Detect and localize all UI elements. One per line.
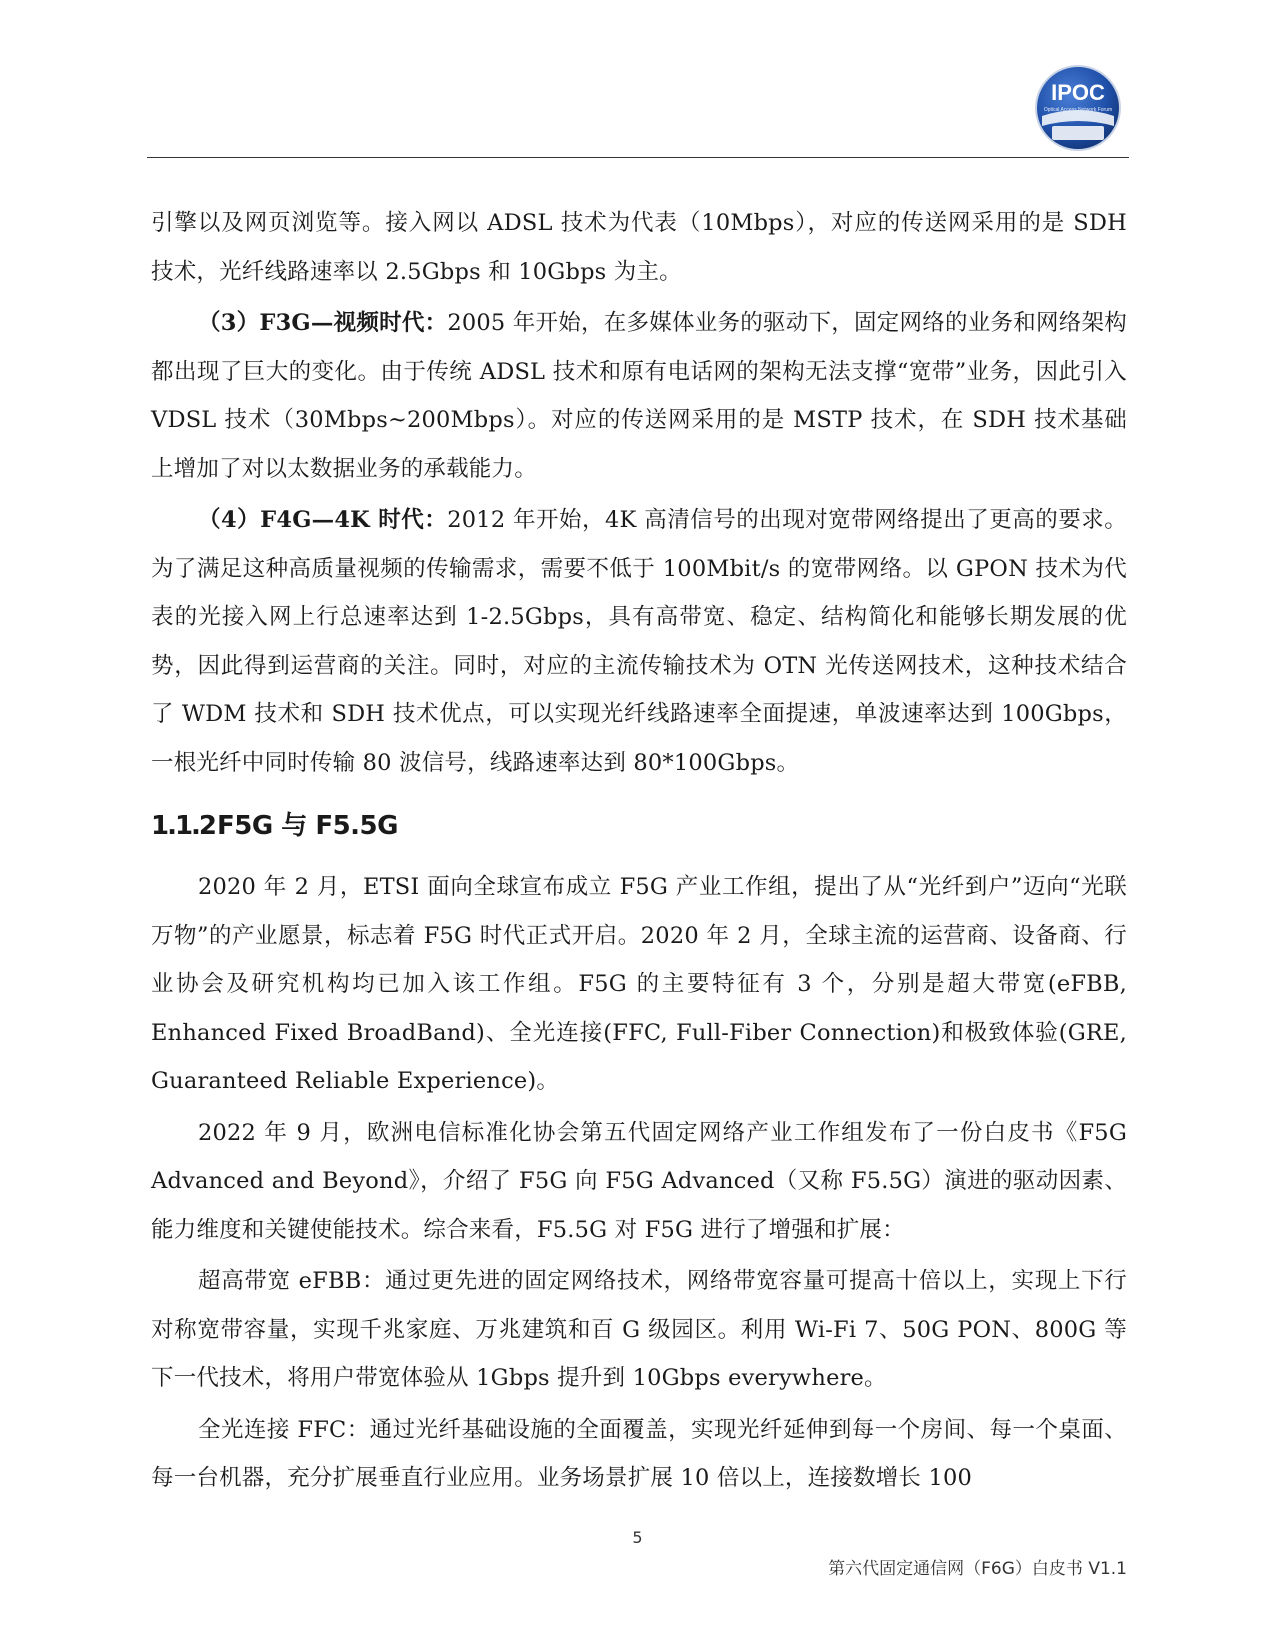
paragraph: 超高带宽 eFBB：通过更先进的固定网络技术，网络带宽容量可提高十倍以上，实现上下行对称宽带容量，实现千兆家庭、万兆建筑和百 G 级园区。利用 Wi-Fi 7、50G PON、800G 等下一代技术，将用户带宽体验从 1Gbps 提升到 10Gbps everywhere。 — [151, 1268, 1127, 1391]
paragraph: 引擎以及网页浏览等。接入网以 ADSL 技术为代表（10Mbps），对应的传送网采用的是 SDH 技术，光纤线路速率以 2.5Gbps 和 10Gbps 为主。 — [151, 210, 1127, 285]
page-body — [151, 199, 1127, 1506]
section-heading — [151, 809, 1127, 843]
paragraph-f3g — [151, 299, 1127, 493]
section-number: 1.1.2 — [151, 811, 216, 841]
footer-document-title: 第六代固定通信网（F6G）白皮书 V1.1 — [828, 1559, 1127, 1579]
section-title: F5G 与 F5.5G — [217, 811, 398, 841]
paragraph-lead: （3）F3G—视频时代： — [198, 310, 448, 336]
paragraph: 2020 年 2 月，ETSI 面向全球宣布成立 F5G 产业工作组，提出了从“光纤到户”迈向“光联万物”的产业愿景，标志着 F5G 时代正式开启。2020 年 2 月，全球主流的运营商、设备商、行业协会及研究机构均已加入该工作组。F5G 的主要特征有 3 个，分别是超大带宽(eFBB, Enhanced Fixed BroadBand)、全光连接(FFC, Full-Fiber Connection)和极致体验(GRE, Guaranteed Reliable Experience)。 — [151, 874, 1127, 1094]
ipoc-logo — [1034, 64, 1122, 152]
paragraph-text: 2012 年开始，4K 高清信号的出现对宽带网络提出了更高的要求。为了满足这种高质量视频的传输需求，需要不低于 100Mbit/s 的宽带网络。以 GPON 技术为代表的光接入网上行总速率达到 1-2.5Gbps，具有高带宽、稳定、结构简化和能够长期发展的优势，因此得到运营商的关注。同时，对应的主流传输技术为 OTN 光传送网技术，这种技术结合了 WDM 技术和 SDH 技术优点，可以实现光纤线路速率全面提速，单波速率达到 100Gbps，一根光纤中同时传输 80 波信号，线路速率达到 80*100Gbps。 — [151, 507, 1127, 776]
paragraph-lead: （4）F4G—4K 时代： — [198, 507, 448, 533]
logo-text: IPOC — [1051, 80, 1105, 105]
paragraph: 全光连接 FFC：通过光纤基础设施的全面覆盖，实现光纤延伸到每一个房间、每一个桌面、每一台机器，充分扩展垂直行业应用。业务场景扩展 10 倍以上，连接数增长 100 — [151, 1416, 1127, 1491]
paragraph-f4g — [151, 496, 1127, 787]
page-number: 5 — [632, 1528, 643, 1547]
paragraph-text: 2005 年开始，在多媒体业务的驱动下，固定网络的业务和网络架构都出现了巨大的变化。由于传统 ADSL 技术和原有电话网的架构无法支撑“宽带”业务，因此引入 VDSL 技术（30Mbps~200Mbps）。对应的传送网采用的是 MSTP 技术，在 SDH 技术基础上增加了对以太数据业务的承载能力。 — [151, 310, 1127, 482]
logo-subtitle: Optical Access Network Forum — [1043, 107, 1113, 113]
paragraph: 2022 年 9 月，欧洲电信标准化协会第五代固定网络产业工作组发布了一份白皮书《F5G Advanced and Beyond》，介绍了 F5G 向 F5G Advanced（又称 F5.5G）演进的驱动因素、能力维度和关键使能技术。综合来看，F5.5G 对 F5G 进行了增强和扩展： — [151, 1119, 1127, 1243]
header-divider — [147, 157, 1129, 158]
